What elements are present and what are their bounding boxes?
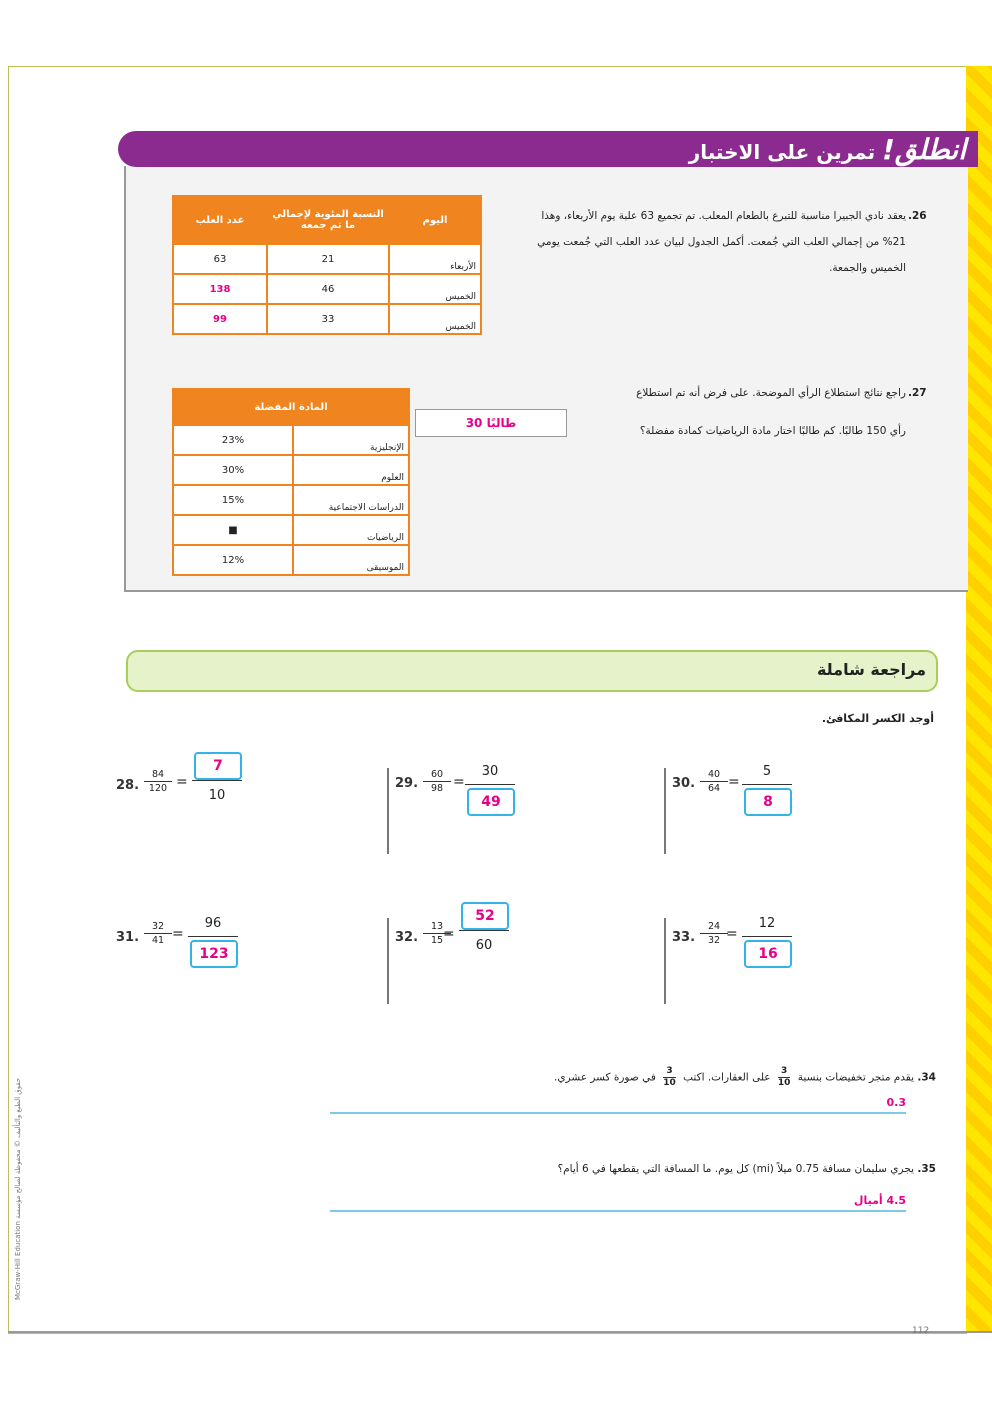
denominator: 98 (430, 783, 444, 794)
given-fraction (144, 920, 172, 947)
numerator: 40 (700, 768, 728, 782)
denominator: 10 (663, 1078, 676, 1088)
answer-35: 4.5 أميال (853, 1194, 906, 1207)
answer-box-27[interactable]: 30 طالبًا (415, 409, 567, 437)
answer-line-34[interactable] (330, 1096, 906, 1114)
header-count: عدد العلب (173, 196, 267, 244)
day-cell: الخميس (389, 304, 481, 334)
table-row (173, 244, 481, 274)
given-fraction (700, 920, 728, 947)
problem-28 (116, 752, 360, 842)
given-fraction (144, 768, 172, 795)
denominator-answer-box[interactable]: 123 (190, 940, 238, 968)
numerator: 24 (700, 920, 728, 934)
denominator-answer-box[interactable]: 49 (467, 788, 515, 816)
table-row (173, 455, 409, 485)
question-27-line1: راجع نتائج استطلاع الرأي الموضحة. على فرض أنه تم استطلاع (636, 387, 906, 399)
subject-percent: 30% (173, 455, 293, 485)
yellow-edge-stripe (966, 66, 992, 1332)
given-fraction (700, 768, 728, 795)
header-percent: النسبة المئوية لإجمالي ما تم جمعه (267, 196, 389, 244)
problem-number: 28. (116, 778, 140, 793)
numerator: 84 (144, 768, 172, 782)
table-row (173, 515, 409, 545)
subject-name: الموسيقى (293, 545, 409, 575)
favorite-subject-table (172, 388, 410, 576)
question-text: على العقارات. اكتب (683, 1071, 771, 1084)
question-text: يقدم متجر تخفيضات بنسبة (797, 1071, 915, 1084)
problem-29 (387, 764, 629, 854)
question-27-line2: رأي 150 طالبًا. كم طالبًا اختار مادة الرياضيات كمادة مفضلة؟ (639, 425, 906, 437)
problem-number: 33. (672, 930, 696, 945)
fraction-bar (459, 930, 509, 931)
question-26-number: 26. (908, 210, 927, 222)
question-number: 34. (917, 1071, 936, 1084)
numerator: 12 (758, 916, 776, 931)
day-cell: الخميس (389, 274, 481, 304)
inline-fraction (663, 1066, 676, 1089)
day-cell: الأربعاء (389, 244, 481, 274)
question-number: 35. (917, 1163, 936, 1175)
fraction-bar (742, 936, 792, 937)
spiral-review-header (126, 650, 938, 692)
subject-percent: ■ (173, 515, 293, 545)
equals-sign: = (726, 926, 738, 942)
denominator-answer-box[interactable]: 8 (744, 788, 792, 816)
subject-percent: 23% (173, 425, 293, 455)
fraction-bar (192, 780, 242, 781)
subject-name: الإنجليزية (293, 425, 409, 455)
percent-cell: 21 (267, 244, 389, 274)
review-instruction: أوجد الكسر المكافئ. (821, 712, 934, 725)
denominator: 10 (777, 1078, 791, 1088)
numerator: 96 (204, 916, 222, 931)
question-27-number: 27. (908, 387, 927, 399)
table-row (173, 274, 481, 304)
numerator: 30 (481, 764, 499, 779)
denominator: 15 (430, 935, 444, 946)
banner-title-go: انطلق! (882, 133, 966, 166)
problem-number: 29. (395, 776, 419, 791)
question-text: في صورة كسر عشري. (554, 1071, 656, 1084)
table-row (173, 304, 481, 334)
numerator-answer-box[interactable]: 52 (461, 902, 509, 930)
page-bottom-rule (8, 1331, 992, 1333)
equals-sign: = (453, 774, 465, 790)
denominator-answer-box[interactable]: 16 (744, 940, 792, 968)
inline-fraction (778, 1066, 791, 1089)
equals-sign: = (728, 774, 740, 790)
answer-fraction (188, 908, 238, 968)
numerator-answer-box[interactable]: 7 (194, 752, 242, 780)
subject-name: الرياضيات (293, 515, 409, 545)
banner-title-text: تمرين على الاختبار (688, 140, 876, 164)
question-text: يجري سليمان مسافة 0.75 ميلاً (mi) كل يوم. ما المسافة التي يقطعها في 6 أيام؟ (557, 1163, 915, 1175)
problem-30 (664, 764, 906, 854)
problem-31 (116, 916, 360, 1008)
count-answer-cell: 99 (173, 304, 267, 334)
numerator: 32 (144, 920, 172, 934)
equals-sign: = (172, 926, 184, 942)
answer-34: 0.3 (886, 1096, 906, 1109)
answer-fraction (192, 752, 242, 812)
question-34 (554, 1066, 936, 1089)
copyright-note: McGraw-Hill Education حقوق الطبع والتأليف © محفوظة لصالح مؤسسة (14, 1077, 22, 1300)
numerator: 5 (762, 764, 772, 779)
equals-sign: = (176, 774, 188, 790)
table-row (173, 425, 409, 455)
denominator: 60 (475, 938, 493, 953)
denominator: 120 (148, 783, 168, 794)
question-35 (558, 1163, 936, 1175)
percent-cell: 46 (267, 274, 389, 304)
banner-title (689, 133, 966, 166)
subject-percent: 12% (173, 545, 293, 575)
subject-name: العلوم (293, 455, 409, 485)
count-cell: 63 (173, 244, 267, 274)
problem-number: 30. (672, 776, 696, 791)
header-day: اليوم (389, 196, 481, 244)
answer-fraction (742, 908, 792, 968)
numerator: 60 (423, 768, 451, 782)
cans-table (172, 195, 482, 335)
answer-line-35[interactable] (330, 1194, 906, 1212)
table-row (173, 485, 409, 515)
subject-header: المادة المفضلة (173, 389, 409, 425)
problem-33 (664, 918, 906, 1004)
percent-cell: 33 (267, 304, 389, 334)
numerator: 3 (778, 1066, 791, 1078)
answer-fraction (459, 902, 509, 962)
denominator: 64 (707, 783, 721, 794)
subject-name: الدراسات الاجتماعية (293, 485, 409, 515)
fraction-bar (465, 784, 515, 785)
equals-sign: = (443, 926, 455, 942)
fraction-bar (188, 936, 238, 937)
subject-percent: 15% (173, 485, 293, 515)
numerator: 3 (663, 1066, 676, 1078)
answer-fraction (742, 756, 792, 816)
answer-fraction (465, 756, 515, 816)
page-number: 112 (912, 1326, 930, 1336)
test-practice-banner (118, 131, 978, 167)
denominator: 10 (208, 788, 226, 803)
fraction-bar (742, 784, 792, 785)
given-fraction (423, 768, 451, 795)
problem-number: 32. (395, 930, 419, 945)
problem-32 (387, 908, 629, 1004)
numerator: 13 (423, 920, 451, 934)
table-row (173, 545, 409, 575)
question-26-text: يعقد نادي الجبيرا مناسبة للتبرع بالطعام المعلب. تم تجميع 63 علبة يوم الأربعاء، وهذا 21% من إجمالي العلب التي جُمعت. أكمل الجدول لبيان عدد العلب التي جُمعت يومي الخميس والجمعة. (537, 210, 906, 274)
denominator: 32 (707, 935, 721, 946)
denominator: 41 (151, 935, 165, 946)
review-title: مراجعة شاملة (816, 660, 926, 679)
problem-number: 31. (116, 930, 140, 945)
count-answer-cell: 138 (173, 274, 267, 304)
